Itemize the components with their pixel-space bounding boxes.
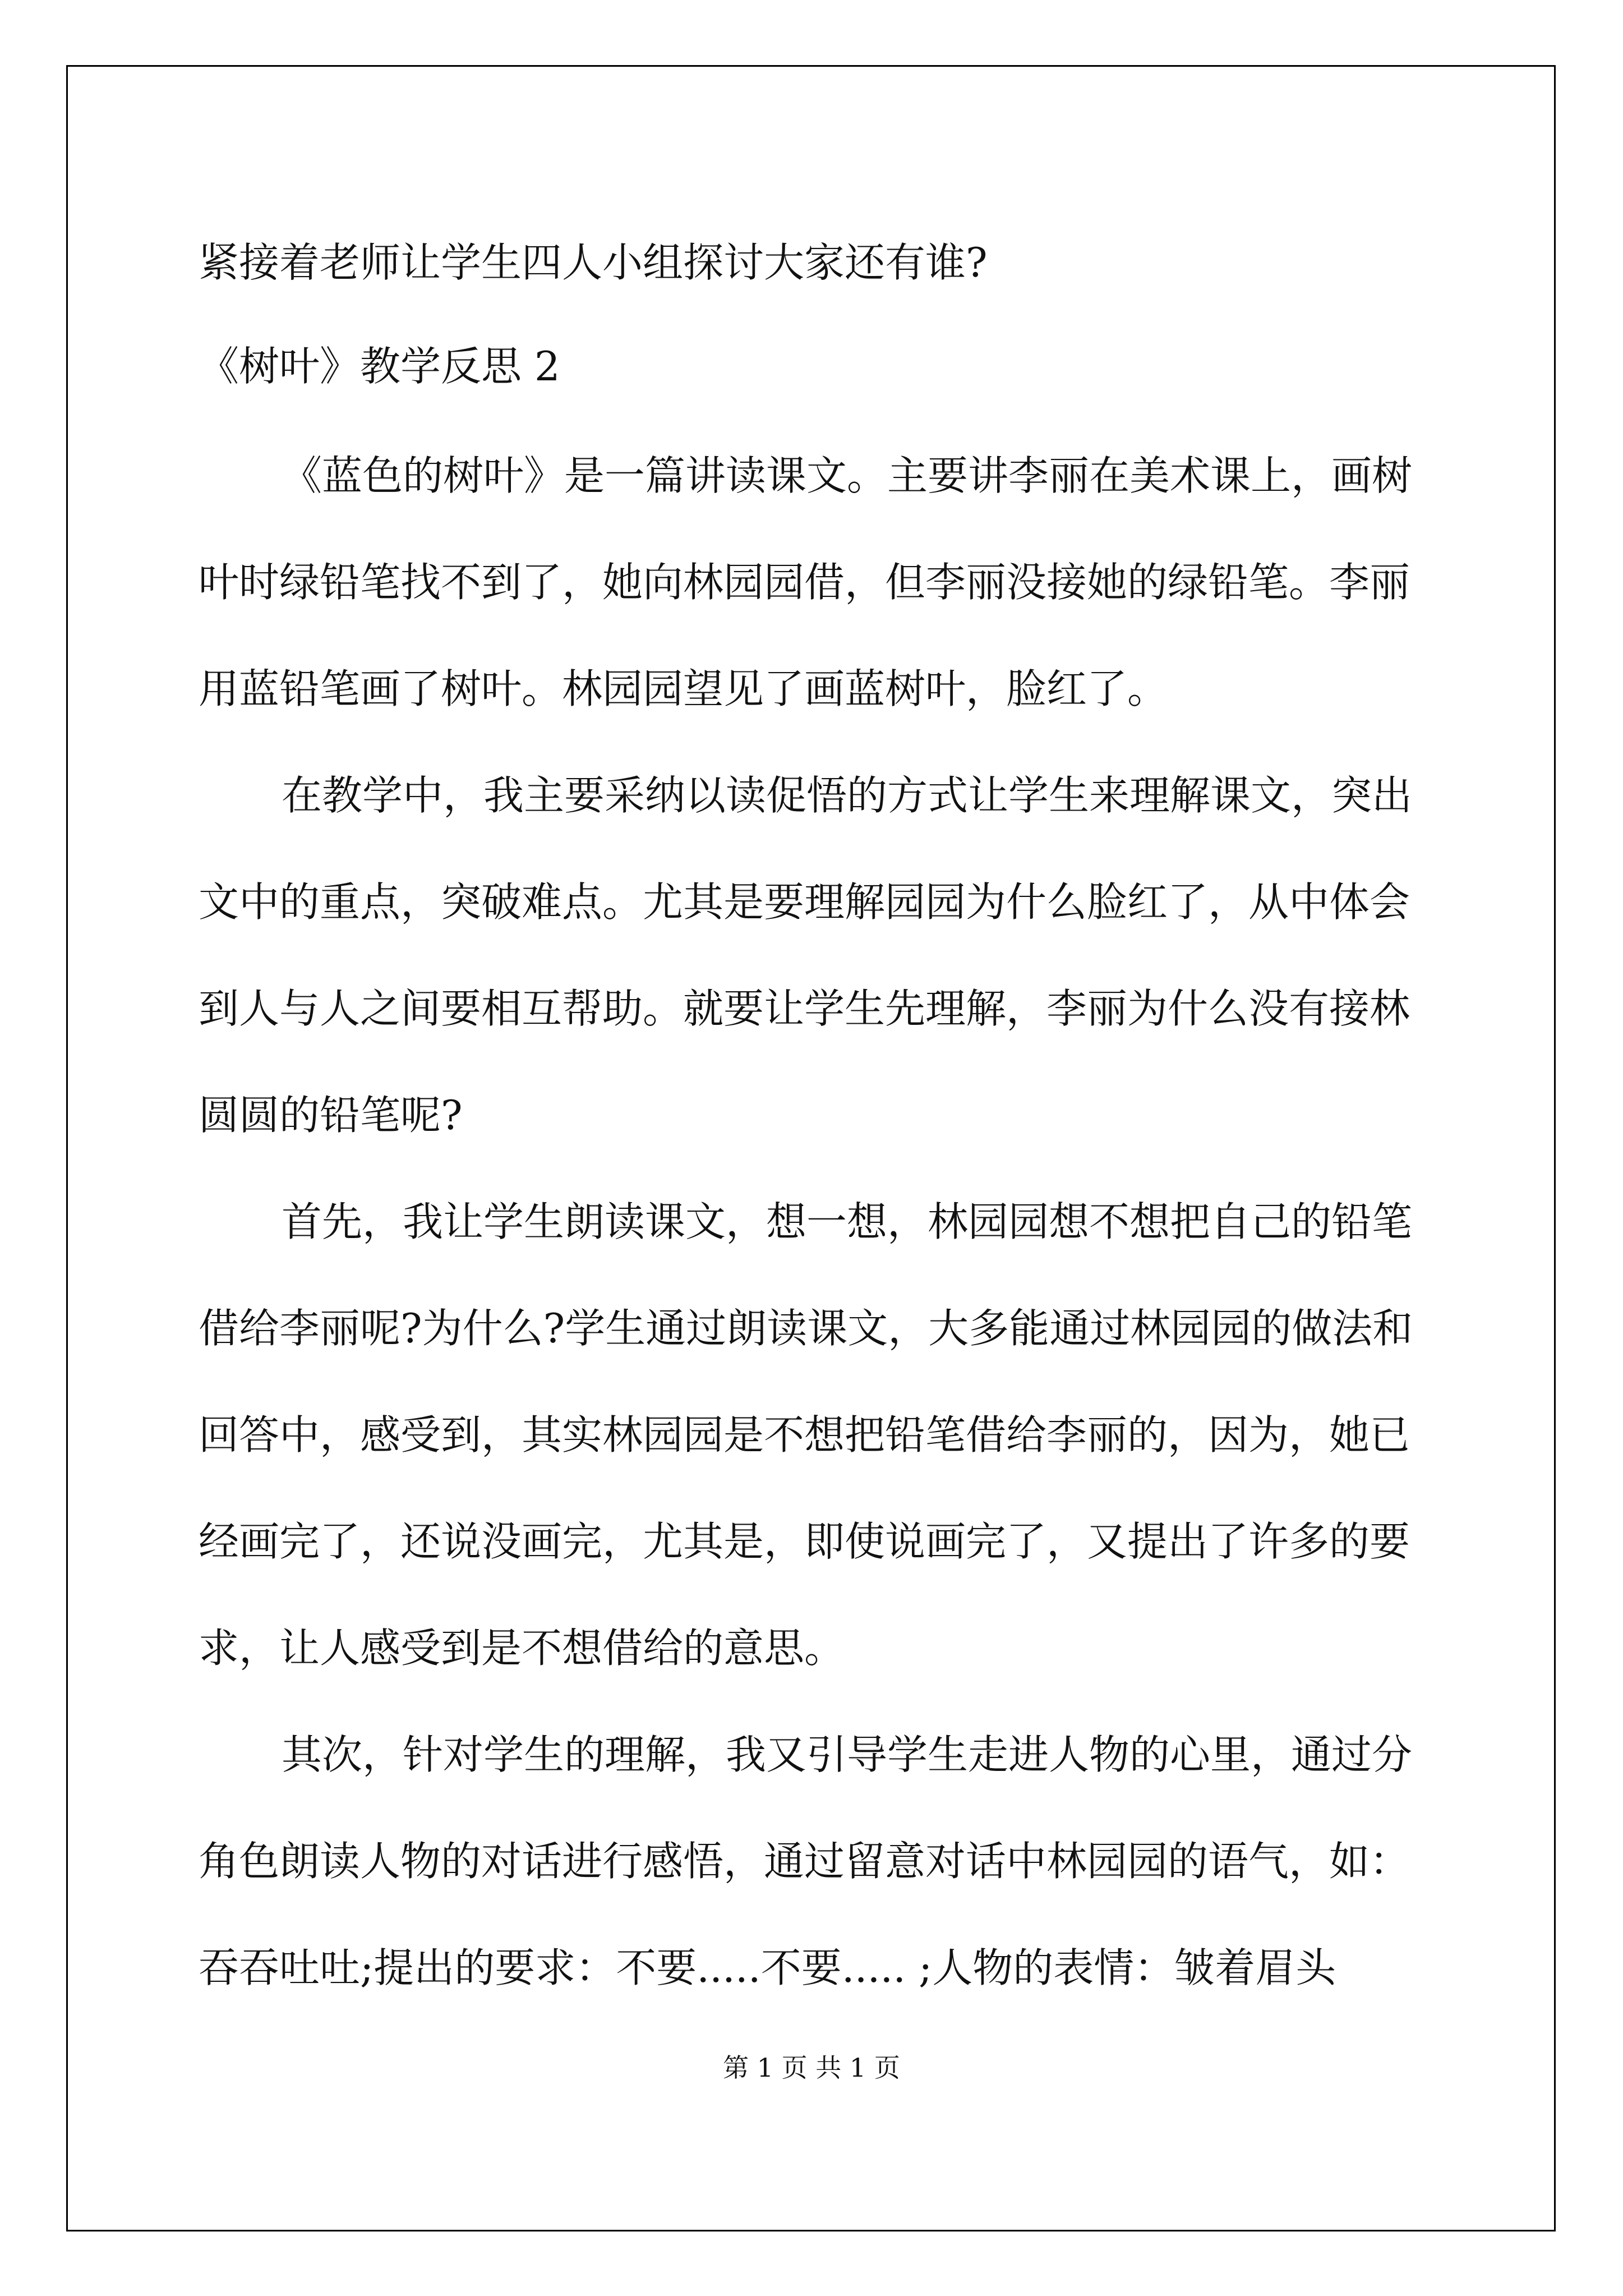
paragraph-line: 吞吞吐吐;提出的要求：不要.....不要..... ;人物的表情：皱着眉头 [199,1944,1336,1991]
text-line: 紧接着老师让学生四人小组探讨大家还有谁? [199,239,988,286]
paragraph-3 [199,1168,1427,1701]
section-heading: 《树叶》教学反思 2 [199,343,560,390]
paragraph-line: 叶时绿铅笔找不到了，她向林园园借，但李丽没接她的绿铅笔。李丽 [199,559,1410,606]
paragraph-line: 求，让人感受到是不想借给的意思。 [199,1625,845,1672]
page-number-footer: 第 1 页 共 1 页 [723,2053,900,2083]
document-body [199,215,1427,2021]
paragraph-1 [199,422,1427,742]
paragraph-line: 首先，我让学生朗读课文，想一想，林园园想不想把自己的铅笔 [282,1198,1413,1245]
paragraph-line: 用蓝铅笔画了树叶。林园园望见了画蓝树叶，脸红了。 [199,665,1168,712]
paragraph-line: 《蓝色的树叶》是一篇讲读课文。主要讲李丽在美术课上，画树 [282,452,1413,499]
paragraph-line: 圆圆的铅笔呢? [199,1092,463,1139]
paragraph-line: 在教学中，我主要采纳以读促悟的方式让学生来理解课文，突出 [282,772,1413,819]
paragraph-line: 借给李丽呢?为什么?学生通过朗读课文，大多能通过林园园的做法和 [199,1305,1413,1352]
paragraph-line: 回答中，感受到，其实林园园是不想把铅笔借给李丽的，因为，她已 [199,1411,1410,1458]
paragraph-line: 文中的重点，突破难点。尤其是要理解园园为什么脸红了，从中体会 [199,878,1410,926]
paragraph-2 [199,742,1427,1168]
paragraph-line: 经画完了，还说没画完，尤其是，即使说画完了，又提出了许多的要 [199,1518,1410,1565]
paragraph-4 [199,1701,1427,2021]
paragraph-line: 到人与人之间要相互帮助。就要让学生先理解，李丽为什么没有接林 [199,985,1410,1032]
paragraph-line: 角色朗读人物的对话进行感悟，通过留意对话中林园园的语气，如： [199,1838,1410,1885]
paragraph-line: 其次，针对学生的理解，我又引导学生走进人物的心里，通过分 [282,1731,1413,1778]
